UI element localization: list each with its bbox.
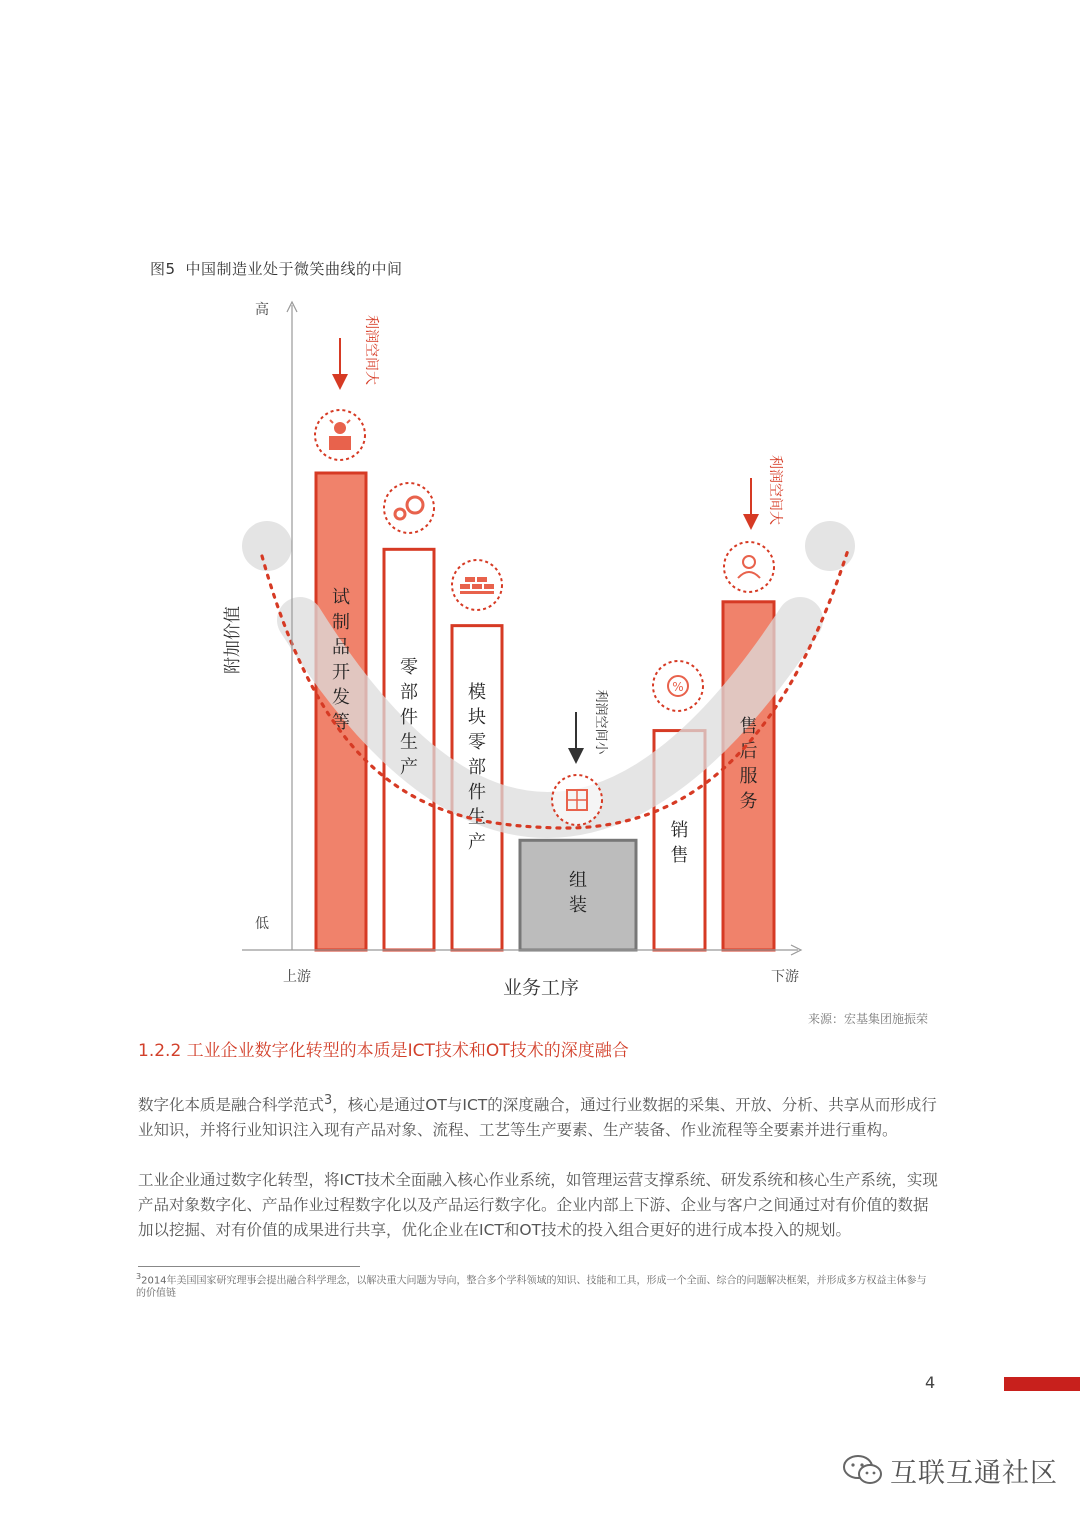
x-axis-title: 业务工序 (502, 977, 580, 999)
percent-tag-icon (653, 661, 703, 711)
paragraph-2: 工业企业通过数字化转型，将ICT技术全面融入核心作业系统，如管理运营支撑系统、研发系统和核心生产系统，实现产品对象数字化、产品作业过程数字化以及产品运行数字化。企业内部上下游、企业与客户之间通过对有价值的数据加以挖掘、对有价值的成果进行共享，优化企业在ICT和OT技术的投入组合更好的进行成本投入的规划。 (138, 1171, 938, 1239)
paragraph-1-part-a: 数字化本质是融合科学范式 (138, 1096, 325, 1115)
figure-caption: 中国制造业处于微笑曲线的中间 (185, 260, 403, 278)
paragraph-1-part-b: ，核心是通过OT与ICT的深度融合，通过行业数据的采集、开放、分析、共享从而形成行业知识，并将行业知识注入现有产品对象、流程、工艺等生产要素、生产装备、作业流程等全要素并进行重构。 (138, 1096, 937, 1140)
paragraph-1 (138, 1088, 938, 1143)
annotation-profit-large-right: 利润空间大 (767, 455, 783, 525)
bar-label-2: 零部件生产 (400, 657, 418, 778)
footnote-mark: 3 (136, 1272, 142, 1281)
smile-end-right (805, 521, 855, 571)
gears-icon (384, 483, 434, 533)
footnote-divider (138, 1266, 360, 1267)
bar-label-6: 售后服务 (739, 716, 758, 812)
customer-service-icon (724, 542, 774, 592)
figure-number: 图5 (150, 260, 176, 278)
page-accent-bar (1004, 1377, 1080, 1391)
y-low-label: 低 (255, 916, 269, 932)
bar-label-5: 销售 (670, 820, 689, 866)
page-number: 4 (925, 1373, 936, 1392)
watermark (842, 1452, 1058, 1488)
wechat-icon (842, 1453, 884, 1487)
footnote-ref[interactable]: 3 (324, 1093, 333, 1108)
bar-label-3: 模块零部件生产 (468, 682, 486, 853)
bar-label-1: 试制品开发等 (332, 587, 350, 733)
footnote (136, 1270, 936, 1300)
assembly-icon (552, 775, 602, 825)
bar-label-4: 组装 (569, 870, 587, 916)
watermark-text: 互联互通社区 (890, 1457, 1058, 1489)
x-end-label: 下游 (771, 969, 799, 985)
x-start-label: 上游 (283, 969, 311, 985)
bricks-icon (452, 560, 502, 610)
annotation-profit-small: 利润空间小 (593, 689, 608, 755)
y-axis-title: 附加价值 (223, 606, 243, 674)
smile-end-left (242, 521, 292, 571)
footnote-text: 2014年美国国家研究理事会提出融合科学理念，以解决重大问题为导向，整合多个学科领域的知识、技能和工具，形成一个全面、综合的问题解决框架，并形成多方权益主体参与的价值链 (136, 1275, 927, 1300)
section-heading: 1.2.2 工业企业数字化转型的本质是ICT技术和OT技术的深度融合 (138, 1041, 629, 1061)
y-high-label: 高 (255, 302, 269, 318)
svg-text:%: % (672, 680, 684, 694)
figure-source: 来源：宏基集团施振荣 (808, 1012, 929, 1026)
annotation-profit-large-left: 利润空间大 (363, 315, 379, 385)
idea-box-icon (315, 410, 365, 460)
